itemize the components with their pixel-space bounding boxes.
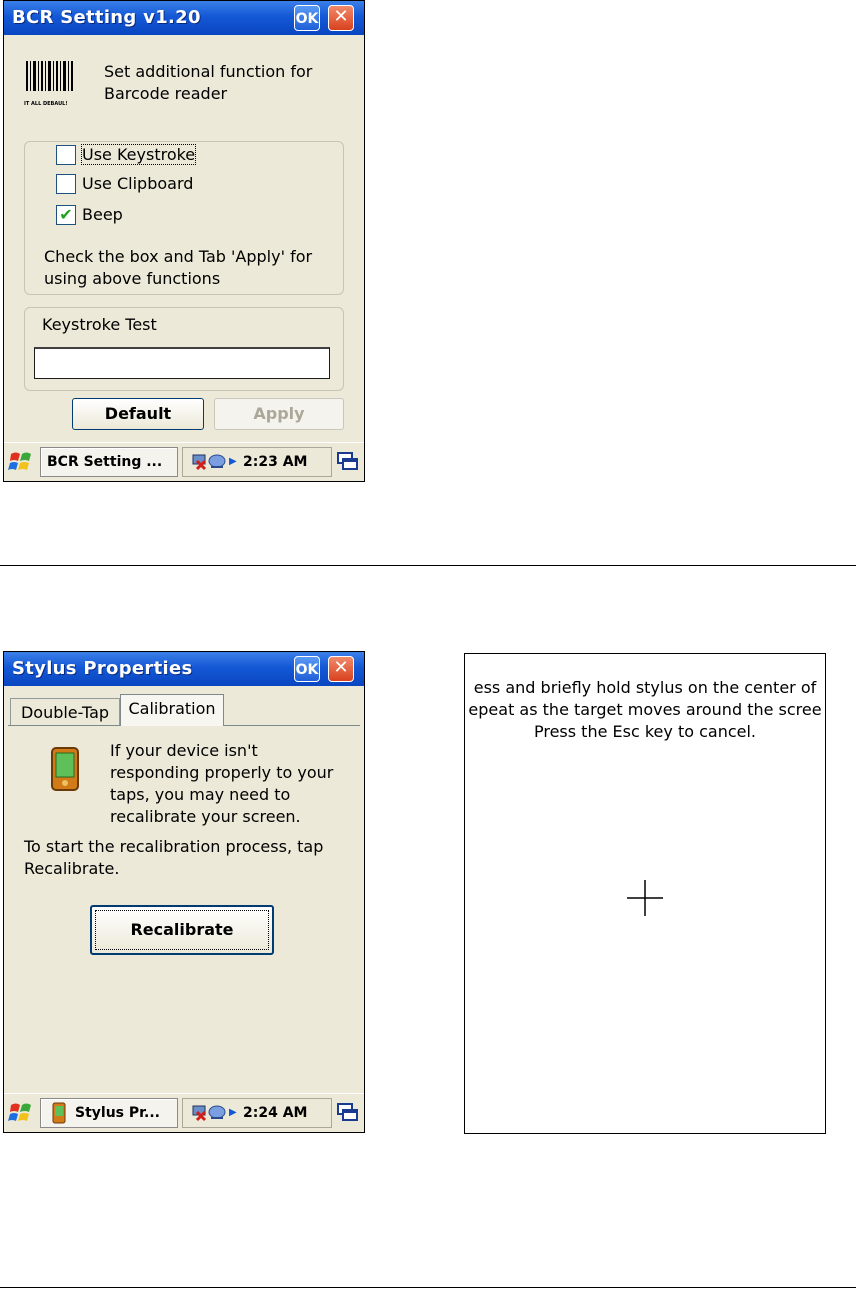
info-line-1: If your device isn't bbox=[110, 741, 258, 760]
apply-button[interactable]: Apply bbox=[214, 398, 344, 430]
ok-button[interactable]: OK bbox=[294, 656, 320, 682]
taskbar bbox=[4, 1093, 364, 1132]
bcr-title-bar bbox=[4, 1, 364, 35]
crosshair-target-icon[interactable] bbox=[627, 880, 663, 916]
network-icon[interactable] bbox=[191, 1102, 227, 1124]
calibration-screen[interactable] bbox=[464, 653, 826, 1134]
stylus-properties-window bbox=[3, 651, 365, 1133]
clock[interactable]: 2:23 AM bbox=[243, 454, 308, 470]
pda-device-icon bbox=[46, 746, 86, 794]
system-tray bbox=[182, 447, 332, 477]
taskbar-stylus-label: Stylus Pr... bbox=[75, 1105, 160, 1121]
info-line-4: recalibrate your screen. bbox=[110, 807, 301, 826]
info-line-2: responding properly to your bbox=[110, 763, 334, 782]
hint-line-1: Check the box and Tab 'Apply' for bbox=[44, 247, 313, 266]
tab-double-tap[interactable]: Double-Tap bbox=[10, 698, 120, 726]
section-divider bbox=[0, 565, 856, 566]
network-icon[interactable] bbox=[191, 451, 227, 473]
bcr-setting-window bbox=[3, 0, 365, 482]
recalibrate-button[interactable]: Recalibrate bbox=[90, 905, 274, 955]
info-line-3: taps, you may need to bbox=[110, 785, 291, 804]
description-line-1: Set additional function for bbox=[104, 62, 313, 81]
taskbar-stylus-properties[interactable] bbox=[40, 1098, 178, 1128]
keystroke-test-input[interactable] bbox=[34, 347, 330, 379]
bottom-divider bbox=[0, 1287, 856, 1288]
close-button[interactable]: ✕ bbox=[328, 656, 354, 682]
tray-arrow-icon[interactable]: ▶ bbox=[229, 456, 237, 467]
start-text-line-2: Recalibrate. bbox=[24, 859, 120, 878]
desktop-icon[interactable] bbox=[336, 1102, 360, 1126]
stylus-title-bar bbox=[4, 652, 364, 686]
default-button[interactable]: Default bbox=[72, 398, 204, 430]
close-button[interactable]: ✕ bbox=[328, 5, 354, 31]
use-clipboard-checkbox[interactable] bbox=[56, 174, 193, 198]
use-clipboard-label: Use Clipboard bbox=[82, 174, 194, 193]
stylus-window-title: Stylus Properties bbox=[12, 658, 193, 679]
tray-arrow-icon[interactable]: ▶ bbox=[229, 1107, 237, 1118]
description-line-2: Barcode reader bbox=[104, 84, 228, 103]
start-windows-icon[interactable] bbox=[8, 449, 34, 475]
use-keystroke-box[interactable] bbox=[56, 145, 76, 165]
taskbar bbox=[4, 442, 364, 481]
beep-label: Beep bbox=[82, 205, 123, 224]
bcr-window-title: BCR Setting v1.20 bbox=[12, 7, 201, 28]
taskbar-bcr-setting[interactable]: BCR Setting ... bbox=[40, 447, 178, 477]
hint-line-2: using above functions bbox=[44, 269, 221, 288]
check-mark-icon: ✔ bbox=[59, 204, 73, 224]
use-keystroke-label: Use Keystroke bbox=[82, 145, 196, 164]
calibration-instruction-2: epeat as the target moves around the scree bbox=[468, 700, 822, 719]
clock[interactable]: 2:24 AM bbox=[243, 1105, 308, 1121]
beep-checkbox[interactable] bbox=[56, 205, 123, 229]
ok-button[interactable]: OK bbox=[294, 5, 320, 31]
start-windows-icon[interactable] bbox=[8, 1100, 34, 1126]
use-keystroke-checkbox[interactable] bbox=[56, 145, 195, 169]
barcode-caption: IT ALL DEBAUL! bbox=[24, 101, 68, 107]
pda-small-icon bbox=[51, 1102, 67, 1124]
calibration-instruction-3: Press the Esc key to cancel. bbox=[533, 722, 757, 741]
use-clipboard-box[interactable] bbox=[56, 174, 76, 194]
calibration-instruction-1: ess and briefly hold stylus on the center of bbox=[473, 678, 817, 697]
keystroke-test-label: Keystroke Test bbox=[42, 315, 157, 334]
start-text-line-1: To start the recalibration process, tap bbox=[24, 837, 324, 856]
desktop-icon[interactable] bbox=[336, 451, 360, 475]
system-tray bbox=[182, 1098, 332, 1128]
barcode-icon bbox=[24, 59, 76, 109]
beep-box[interactable] bbox=[56, 205, 76, 225]
tab-calibration[interactable]: Calibration bbox=[120, 694, 224, 726]
